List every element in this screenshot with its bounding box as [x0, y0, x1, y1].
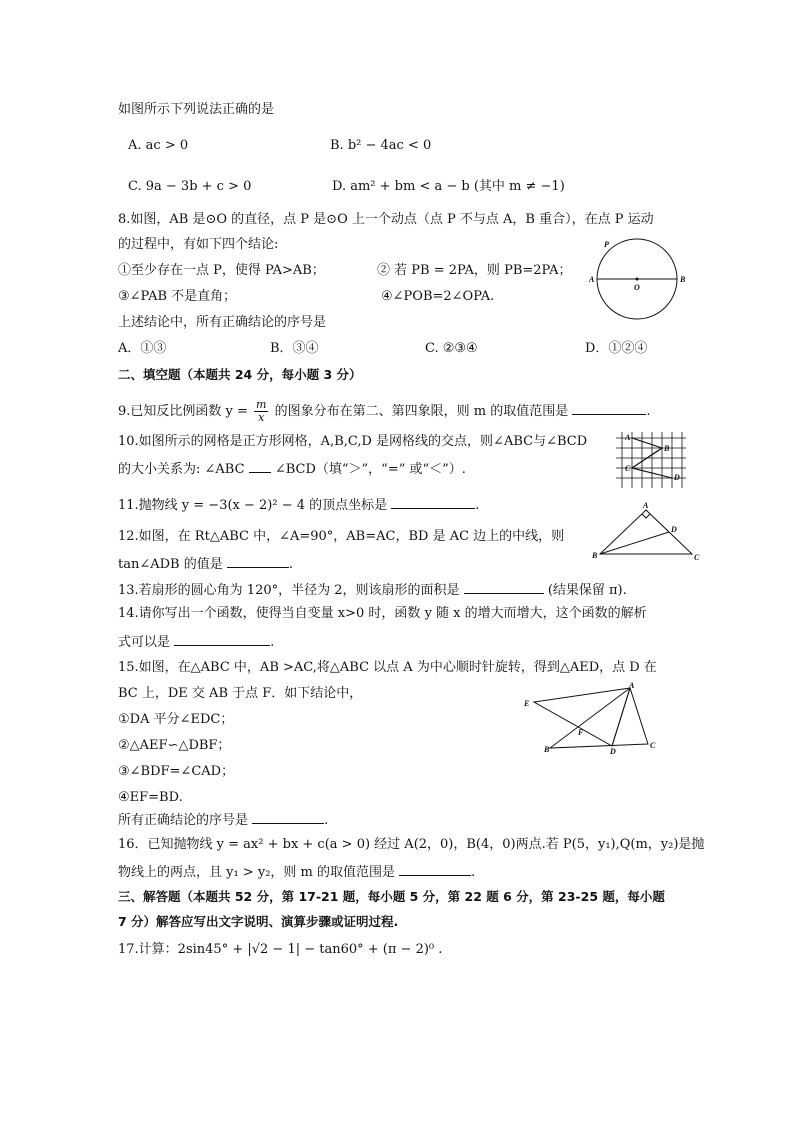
q15-statement-4: ④EF=BD. [118, 790, 183, 805]
q13-text-b: (结果保留 π). [547, 583, 627, 598]
q16-line2: 物线上的两点，且 y₁ > y₂，则 m 的取值范围是 . [118, 862, 475, 882]
rot15-label-e: E [524, 699, 530, 708]
tri12-label-b: B [592, 551, 598, 560]
section-2-heading: 二、填空题（本题共 24 分，每小题 3 分） [118, 367, 362, 382]
circle-label-a: A [589, 275, 595, 284]
q8-stem-line1: 8.如图，AB 是⊙O 的直径，点 P 是⊙O 上一个动点（点 P 不与点 A，B 重合），在点 P 运动 [118, 212, 654, 227]
q9-answer-blank [572, 401, 646, 415]
q8-statement-3: ③∠PAB 不是直角； [118, 289, 237, 304]
q9-numerator: m [256, 398, 267, 411]
q15-answer-blank [252, 810, 324, 824]
q12-answer-blank [227, 554, 289, 568]
q10-line2-a: 的大小关系为: ∠ABC [118, 462, 245, 477]
q9-prefix: 9.已知反比例函数 y = [118, 404, 248, 419]
q16-line1: 16．已知抛物线 y = ax² + bx + c(a > 0) 经过 A(2，0)，B(4，0)两点.若 P(5，y₁),Q(m，y₂)是抛 [118, 837, 705, 852]
q7-option-a: A. ac > 0 [128, 138, 189, 153]
q8-option-d: D．①②④ [585, 341, 648, 356]
rot15-label-f: F [578, 728, 584, 737]
q16-line2-text: 物线上的两点，且 y₁ > y₂，则 m 的取值范围是 [118, 865, 395, 880]
circle-label-b: B [680, 275, 686, 284]
q7-option-b: B. b² − 4ac < 0 [330, 138, 432, 153]
q15-statement-3: ③∠BDF=∠CAD； [118, 764, 235, 779]
q10-line1: 10.如图所示的网格是正方形网格，A,B,C,D 是网格线的交点，则∠ABC与∠BCD [118, 434, 588, 449]
circle-figure [586, 236, 690, 322]
q17-line: 17.计算：2sin45° + |√2 − 1| − tan60° + (π − 2)⁰ . [118, 942, 443, 957]
section-3-heading-line1: 三、解答题（本题共 52 分，第 17-21 题，每小题 5 分，第 22 题 6 分，第 23-25 题，每小题 [118, 889, 665, 904]
q7-option-d: D. am² + bm < a − b (其中 m ≠ −1) [332, 179, 565, 194]
q11-answer-blank [391, 495, 475, 509]
q9-fraction [254, 399, 268, 424]
q8-stem-line3: 上述结论中，所有正确结论的序号是 [118, 315, 327, 330]
q10-line2-b: ∠BCD（填“＞”，“=” 或“＜”）. [274, 462, 466, 477]
q8-statement-2: ② 若 PB = 2PA，则 PB=2PA； [377, 263, 572, 278]
q14-line2: 式可以是 . [118, 632, 274, 652]
q8-option-c: C. ②③④ [425, 341, 478, 356]
rot15-label-c: C [650, 741, 656, 750]
rot15-label-a: A [629, 681, 635, 690]
q11-text: 11.抛物线 y = −3(x − 2)² − 4 的顶点坐标是 [118, 498, 388, 513]
q8-option-a: A．①③ [118, 341, 167, 356]
q8-statement-4: ④∠POB=2∠OPA. [381, 289, 495, 304]
tri12-label-c: C [694, 553, 700, 562]
q9-denominator: x [258, 411, 265, 424]
q10-answer-blank [249, 459, 271, 473]
circle-label-p: P [604, 240, 609, 249]
q14-answer-blank [174, 632, 270, 646]
q13-answer-blank [464, 580, 544, 594]
grid-label-d: D [674, 473, 680, 482]
circle-label-o: O [634, 283, 640, 292]
q15-statement-1: ①DA 平分∠EDC； [118, 712, 234, 727]
tri12-label-d: D [671, 525, 677, 534]
grid-label-b: B [664, 444, 670, 453]
tri12-label-a: A [643, 502, 649, 510]
q12-line2-text: tan∠ADB 的值是 [118, 557, 223, 572]
rot15-label-b: B [544, 745, 550, 754]
q13-text-a: 13.若扇形的圆心角为 120°，半径为 2，则该扇形的面积是 [118, 583, 460, 598]
q14-line1: 14.请你写出一个函数，使得当自变量 x>0 时，函数 y 随 x 的增大而增大，这个函数的解析 [118, 606, 647, 621]
q8-option-b: B．③④ [270, 341, 319, 356]
q13-line [118, 580, 627, 600]
q8-stem-line2: 的过程中，有如下四个结论: [118, 237, 279, 252]
q15-statement-2: ②△AEF∽△DBF； [118, 738, 231, 753]
grid-figure [612, 428, 688, 492]
q14-line2-text: 式可以是 [118, 635, 171, 650]
q7-stem: 如图所示下列说法正确的是 [118, 102, 275, 117]
q16-answer-blank [399, 862, 471, 876]
q11-line: 11.抛物线 y = −3(x − 2)² − 4 的顶点坐标是 . [118, 495, 479, 515]
section-3-heading-line2: 7 分）解答应写出文字说明、演算步骤或证明过程. [118, 914, 399, 929]
grid-label-c: C [625, 464, 631, 473]
q8-statement-1: ①至少存在一点 P，使得 PA>AB； [118, 263, 325, 278]
rot15-label-d: D [610, 747, 616, 756]
q9-suffix: 的图象分布在第二、第四象限，则 m 的取值范围是 [274, 404, 569, 419]
triangle-figure-q12 [590, 502, 702, 564]
q10-line2 [118, 459, 466, 479]
q15-line3-text: 所有正确结论的序号是 [118, 813, 249, 828]
q7-option-c: C. 9a − 3b + c > 0 [128, 179, 252, 194]
q15-line2: BC 上，DE 交 AB 于点 F．如下结论中， [118, 686, 363, 701]
q15-line3: 所有正确结论的序号是 . [118, 810, 328, 830]
rotation-figure-q15 [520, 680, 662, 756]
q15-line1: 15.如图，在△ABC 中，AB >AC,将△ABC 以点 A 为中心顺时针旋转，得到△AED，点 D 在 [118, 660, 657, 675]
grid-label-a: A [625, 433, 631, 442]
q12-line1: 12.如图，在 Rt△ABC 中，∠A=90°，AB=AC，BD 是 AC 边上的中线，则 [118, 529, 565, 544]
q9-line: 9.已知反比例函数 y = $\frac{m}{x}$ 的图象分布在第二、第四象限，则 m 的取值范围是 . [118, 398, 651, 424]
q12-line2: tan∠ADB 的值是 . [118, 554, 293, 574]
